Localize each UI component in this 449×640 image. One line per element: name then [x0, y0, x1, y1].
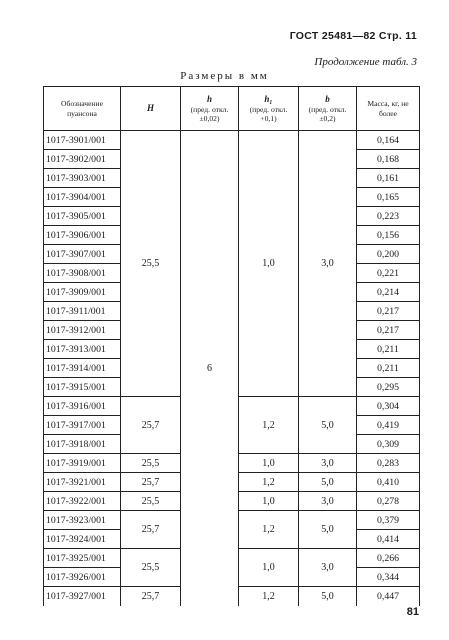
- col-header-H: [121, 87, 181, 131]
- row-code: 1017-3903/001: [44, 169, 121, 188]
- row-mass: 0,283: [357, 454, 420, 473]
- table-continuation-label: Продолжение табл. 3: [314, 56, 417, 68]
- H-value: 25,5: [121, 454, 181, 473]
- row-mass: 0,217: [357, 321, 420, 340]
- col-header-h1-tolerance: (пред. откл. +0,1): [249, 104, 288, 123]
- header-row: [44, 87, 420, 131]
- row-mass: 0,223: [357, 207, 420, 226]
- b-value: 3,0: [299, 549, 357, 587]
- h1-value: 1,2: [239, 587, 299, 606]
- h1-value: 1,2: [239, 511, 299, 549]
- h1-value: 1,2: [239, 473, 299, 492]
- row-code: 1017-3909/001: [44, 283, 121, 302]
- row-mass: 0,266: [357, 549, 420, 568]
- h1-value: 1,2: [239, 397, 299, 454]
- H-value: 25,7: [121, 397, 181, 454]
- row-code: 1017-3918/001: [44, 435, 121, 454]
- row-mass: 0,156: [357, 226, 420, 245]
- row-code: 1017-3917/001: [44, 416, 121, 435]
- row-mass: 0,419: [357, 416, 420, 435]
- h1-value: 1,0: [239, 492, 299, 511]
- row-code: 1017-3911/001: [44, 302, 121, 321]
- row-mass: 0,211: [357, 340, 420, 359]
- row-mass: 0,304: [357, 397, 420, 416]
- page-number: 81: [406, 606, 419, 618]
- row-code: 1017-3906/001: [44, 226, 121, 245]
- col-header-h-tolerance: (пред. откл. ±0,02): [190, 104, 229, 123]
- page-header: ГОСТ 25481—82 Стр. 11: [289, 30, 417, 42]
- H-value: 25,5: [121, 549, 181, 587]
- H-value: 25,7: [121, 511, 181, 549]
- row-mass: 0,217: [357, 302, 420, 321]
- row-code: 1017-3913/001: [44, 340, 121, 359]
- col-header-H-symbol: H: [146, 103, 154, 114]
- units-title: Размеры в мм: [180, 70, 269, 82]
- row-mass: 0,309: [357, 435, 420, 454]
- row-mass: 0,410: [357, 473, 420, 492]
- row-mass: 0,161: [357, 169, 420, 188]
- row-code: 1017-3921/001: [44, 473, 121, 492]
- H-value: 25,5: [121, 492, 181, 511]
- row-mass: 0,164: [357, 131, 420, 150]
- row-code: 1017-3901/001: [44, 131, 121, 150]
- col-header-h1-symbol: h₁: [264, 93, 273, 104]
- H-value: 25,5: [121, 131, 181, 397]
- b-value: 5,0: [299, 397, 357, 454]
- row-mass: 0,165: [357, 188, 420, 207]
- col-header-h-symbol: h: [206, 93, 212, 104]
- b-value: 5,0: [299, 473, 357, 492]
- b-value: 3,0: [299, 131, 357, 397]
- row-code: 1017-3922/001: [44, 492, 121, 511]
- row-mass: 0,221: [357, 264, 420, 283]
- row-mass: 0,379: [357, 511, 420, 530]
- col-header-h1: [239, 87, 299, 131]
- row-code: 1017-3905/001: [44, 207, 121, 226]
- row-code: 1017-3904/001: [44, 188, 121, 207]
- b-value: 3,0: [299, 492, 357, 511]
- row-mass: 0,295: [357, 378, 420, 397]
- row-code: 1017-3919/001: [44, 454, 121, 473]
- row-mass: 0,168: [357, 150, 420, 169]
- row-code: 1017-3927/001: [44, 587, 121, 606]
- row-mass: 0,211: [357, 359, 420, 378]
- col-header-code: Обозначение пуансона: [44, 87, 121, 131]
- b-value: 5,0: [299, 511, 357, 549]
- col-header-h: [181, 87, 239, 131]
- H-value: 25,7: [121, 473, 181, 492]
- row-code: 1017-3902/001: [44, 150, 121, 169]
- h1-value: 1,0: [239, 454, 299, 473]
- col-header-b-tolerance: (пред. откл. ±0,2): [308, 104, 347, 123]
- row-mass: 0,414: [357, 530, 420, 549]
- row-mass: 0,278: [357, 492, 420, 511]
- row-mass: 0,344: [357, 568, 420, 587]
- col-header-mass: Масса, кг, не более: [357, 87, 420, 131]
- row-code: 1017-3916/001: [44, 397, 121, 416]
- h1-value: 1,0: [239, 549, 299, 587]
- row-code: 1017-3925/001: [44, 549, 121, 568]
- row-code: 1017-3908/001: [44, 264, 121, 283]
- b-value: 5,0: [299, 587, 357, 606]
- row-code: 1017-3915/001: [44, 378, 121, 397]
- b-value: 3,0: [299, 454, 357, 473]
- row-code: 1017-3923/001: [44, 511, 121, 530]
- col-header-b-symbol: b: [325, 93, 330, 104]
- h1-value: 1,0: [239, 131, 299, 397]
- row-code: 1017-3926/001: [44, 568, 121, 587]
- table-row: [44, 131, 420, 150]
- row-code: 1017-3914/001: [44, 359, 121, 378]
- row-code: 1017-3924/001: [44, 530, 121, 549]
- punch-dimensions-table: [43, 86, 420, 606]
- row-mass: 0,214: [357, 283, 420, 302]
- row-code: 1017-3912/001: [44, 321, 121, 340]
- row-code: 1017-3907/001: [44, 245, 121, 264]
- col-header-b: [299, 87, 357, 131]
- h-value: 6: [181, 131, 239, 606]
- H-value: 25,7: [121, 587, 181, 606]
- row-mass: 0,447: [357, 587, 420, 606]
- row-mass: 0,200: [357, 245, 420, 264]
